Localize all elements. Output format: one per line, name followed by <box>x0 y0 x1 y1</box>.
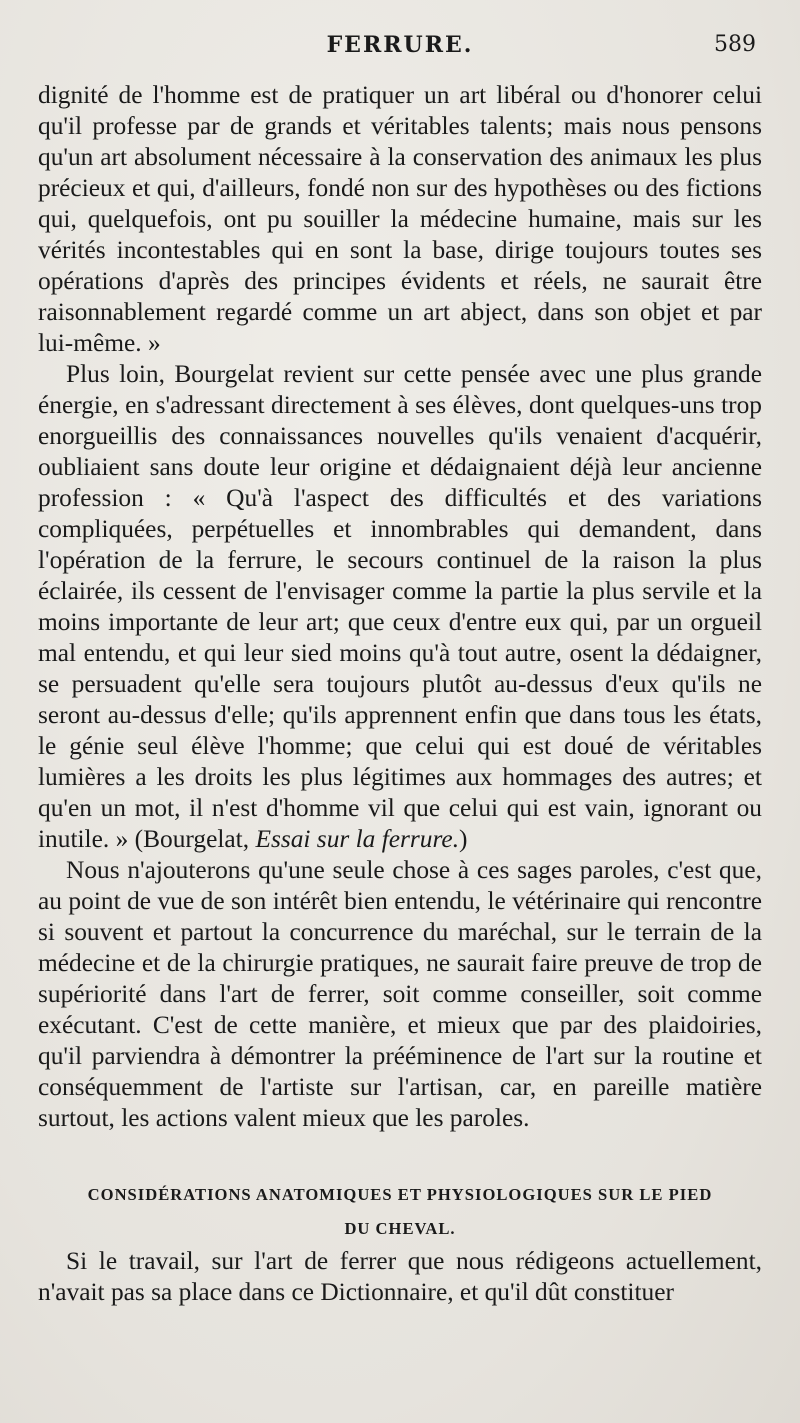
running-head <box>38 28 762 68</box>
body-text <box>38 80 762 1308</box>
citation-close: ) <box>459 825 468 853</box>
paragraph-3: Nous n'ajouterons qu'une seule chose à ces sages paroles, c'est que, au point de vue de son intérêt bien entendu, le vétérinaire qui rencontre si souvent et partout la concurrence du maréchal, sur le terrain de la médecine et de la chirurgie pratiques, ne saurait faire preuve de trop de supériorité dans l'art de ferrer, soit comme conseiller, soit comme exécutant. C'est de cette manière, et mieux que par des plaidoiries, qu'il parviendra à démontrer la prééminence de l'art sur la routine et conséquemment de l'artiste sur l'artisan, car, en pareille matière surtout, les actions valent mieux que les paroles. <box>38 856 762 1132</box>
citation-title: Essai sur la ferrure. <box>255 825 460 853</box>
section-heading-line-2: DU CHEVAL. <box>344 1219 456 1238</box>
running-title: FERRURE. <box>326 32 474 58</box>
section-heading-line-1: CONSIDÉRATIONS ANATOMIQUES ET PHYSIOLOGIQUES SUR LE PIED <box>87 1185 713 1204</box>
paragraph-2 <box>38 359 762 855</box>
page-number: 589 <box>714 32 756 57</box>
section-heading <box>38 1178 762 1246</box>
paragraph-1: dignité de l'homme est de pratiquer un art libéral ou d'honorer celui qu'il professe par de grands et véritables talents; mais nous pensons qu'un art absolument nécessaire à la conservation des animaux les plus précieux et qui, d'ailleurs, fondé non sur des hypothèses ou des fictions qui, quelquefois, ont pu souiller la médecine humaine, mais sur les vérités incontestables qui en sont la base, dirige toujours toutes ses opérations d'après des principes évidents et réels, ne saurait être raisonnablement regardé comme un art abject, dans son objet et par lui-même. » <box>38 81 762 357</box>
paragraph-2-text: Plus loin, Bourgelat revient sur cette pensée avec une plus grande énergie, en s'adressant directement à ses élèves, dont quelques-uns trop enorgueillis des connaissances nouvelles qu'ils venaient d'acquérir, oubliaient sans doute leur origine et dédaignaient déjà leur ancienne profession : « Qu'à l'aspect des difficultés et des variations compliquées, perpétuelles et innombrables qui demandent, dans l'opération de la ferrure, le secours continuel de la raison la plus éclairée, ils cessent de l'envisager comme la partie la plus servile et la moins importante de leur art; que ceux d'entre eux qui, par un orgueil mal entendu, et qui leur sied moins qu'à tout autre, osent la dédaigner, se persuadent qu'elle sera toujours plutôt au-dessus d'eux qu'ils ne seront au-dessus d'elle; qu'ils apprennent enfin que dans tous les états, le génie seul élève l'homme; que celui qui est doué de véritables lumières a les droits les plus légitimes aux hommages des autres; et qu'en un mot, il n'est d'homme vil que celui qui est vain, ignorant ou inutile. » (Bourgelat, <box>38 360 762 853</box>
section-paragraph-1: Si le travail, sur l'art de ferrer que nous rédigeons actuellement, n'avait pas sa place dans ce Dictionnaire, et qu'il dût constituer <box>38 1247 762 1306</box>
